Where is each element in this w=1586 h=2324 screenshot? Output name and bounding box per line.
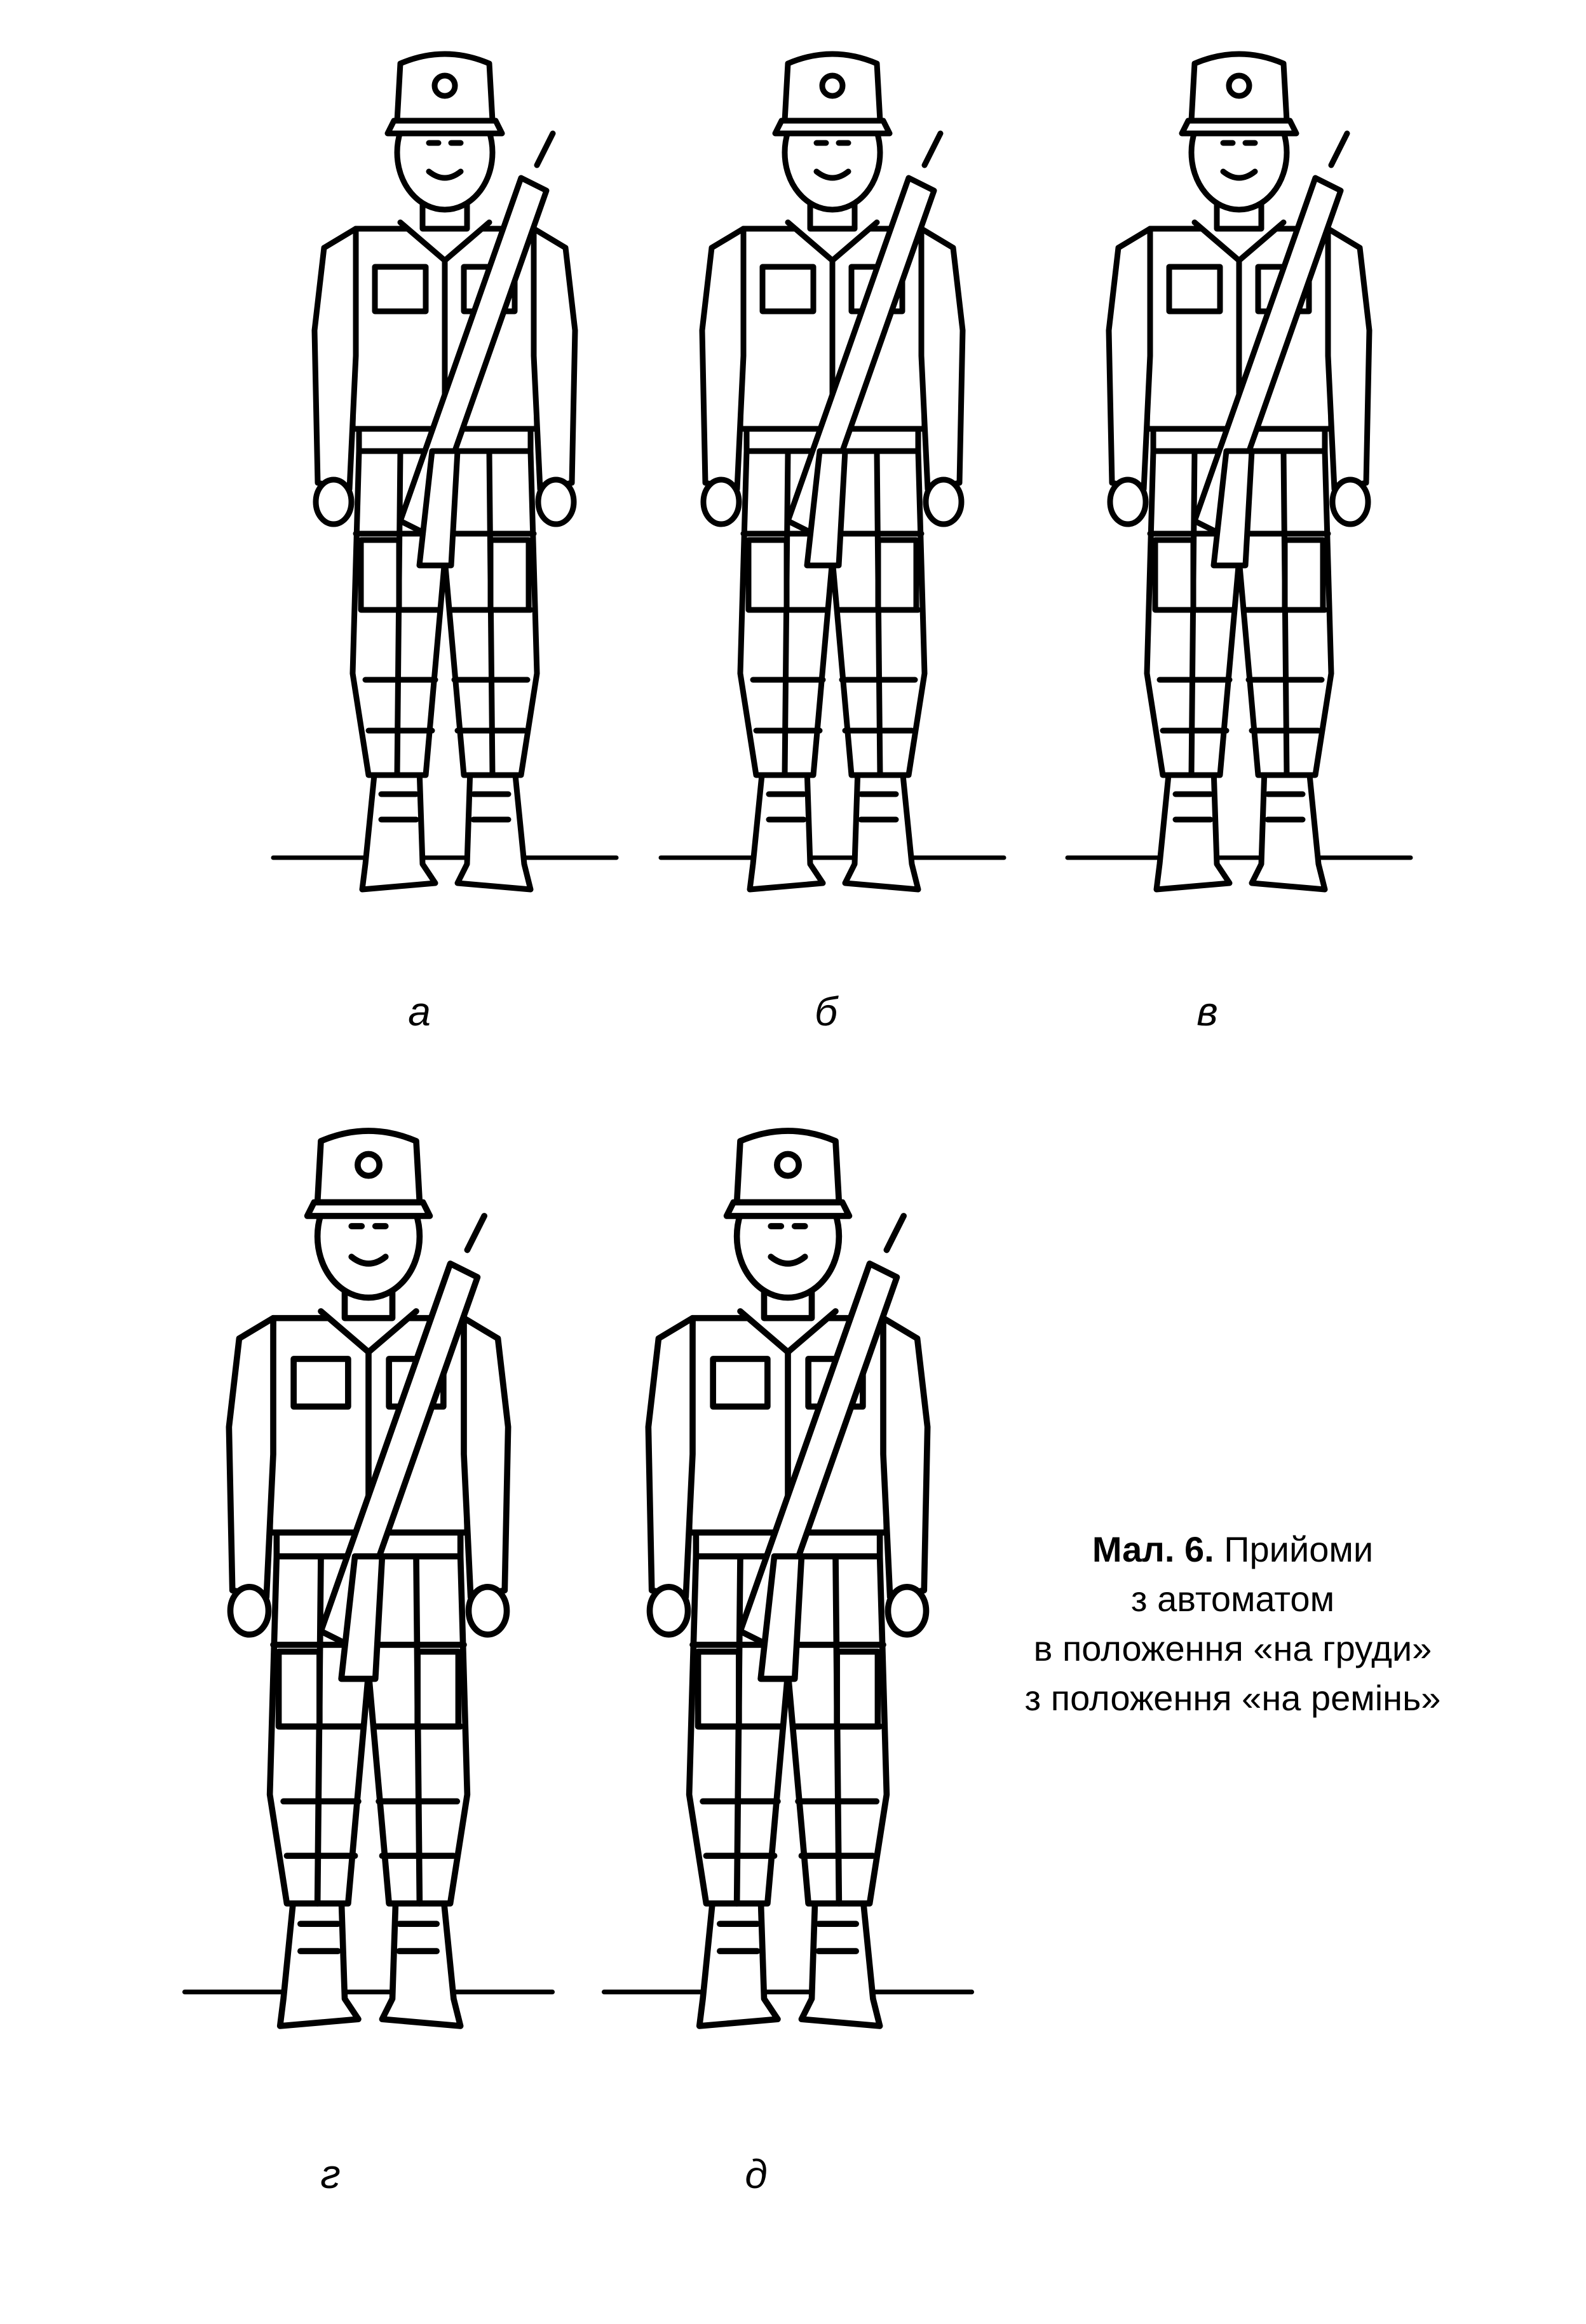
figure-g-label: г xyxy=(320,2151,341,2197)
figure-b-soldier xyxy=(654,38,1010,959)
figure-d-soldier xyxy=(597,1112,979,2103)
figure-v-soldier xyxy=(1061,38,1417,959)
figure-g-soldier xyxy=(178,1112,559,2103)
figure-a-soldier xyxy=(267,38,623,959)
figure-v-label: в xyxy=(1196,989,1218,1034)
figure-d-label: д xyxy=(745,2151,768,2197)
caption-line-3: в положення «на груди» xyxy=(1033,1628,1432,1668)
caption-title-start: Прийоми xyxy=(1224,1529,1374,1569)
figure-caption xyxy=(953,1525,1512,1723)
caption-figure-number: Мал. 6. xyxy=(1092,1529,1214,1569)
caption-line-2: з автоматом xyxy=(1130,1579,1335,1619)
caption-line-4: з положення «на ремінь» xyxy=(1024,1678,1441,1718)
figure-a-label: а xyxy=(408,989,431,1034)
figure-b-label: б xyxy=(815,989,837,1034)
